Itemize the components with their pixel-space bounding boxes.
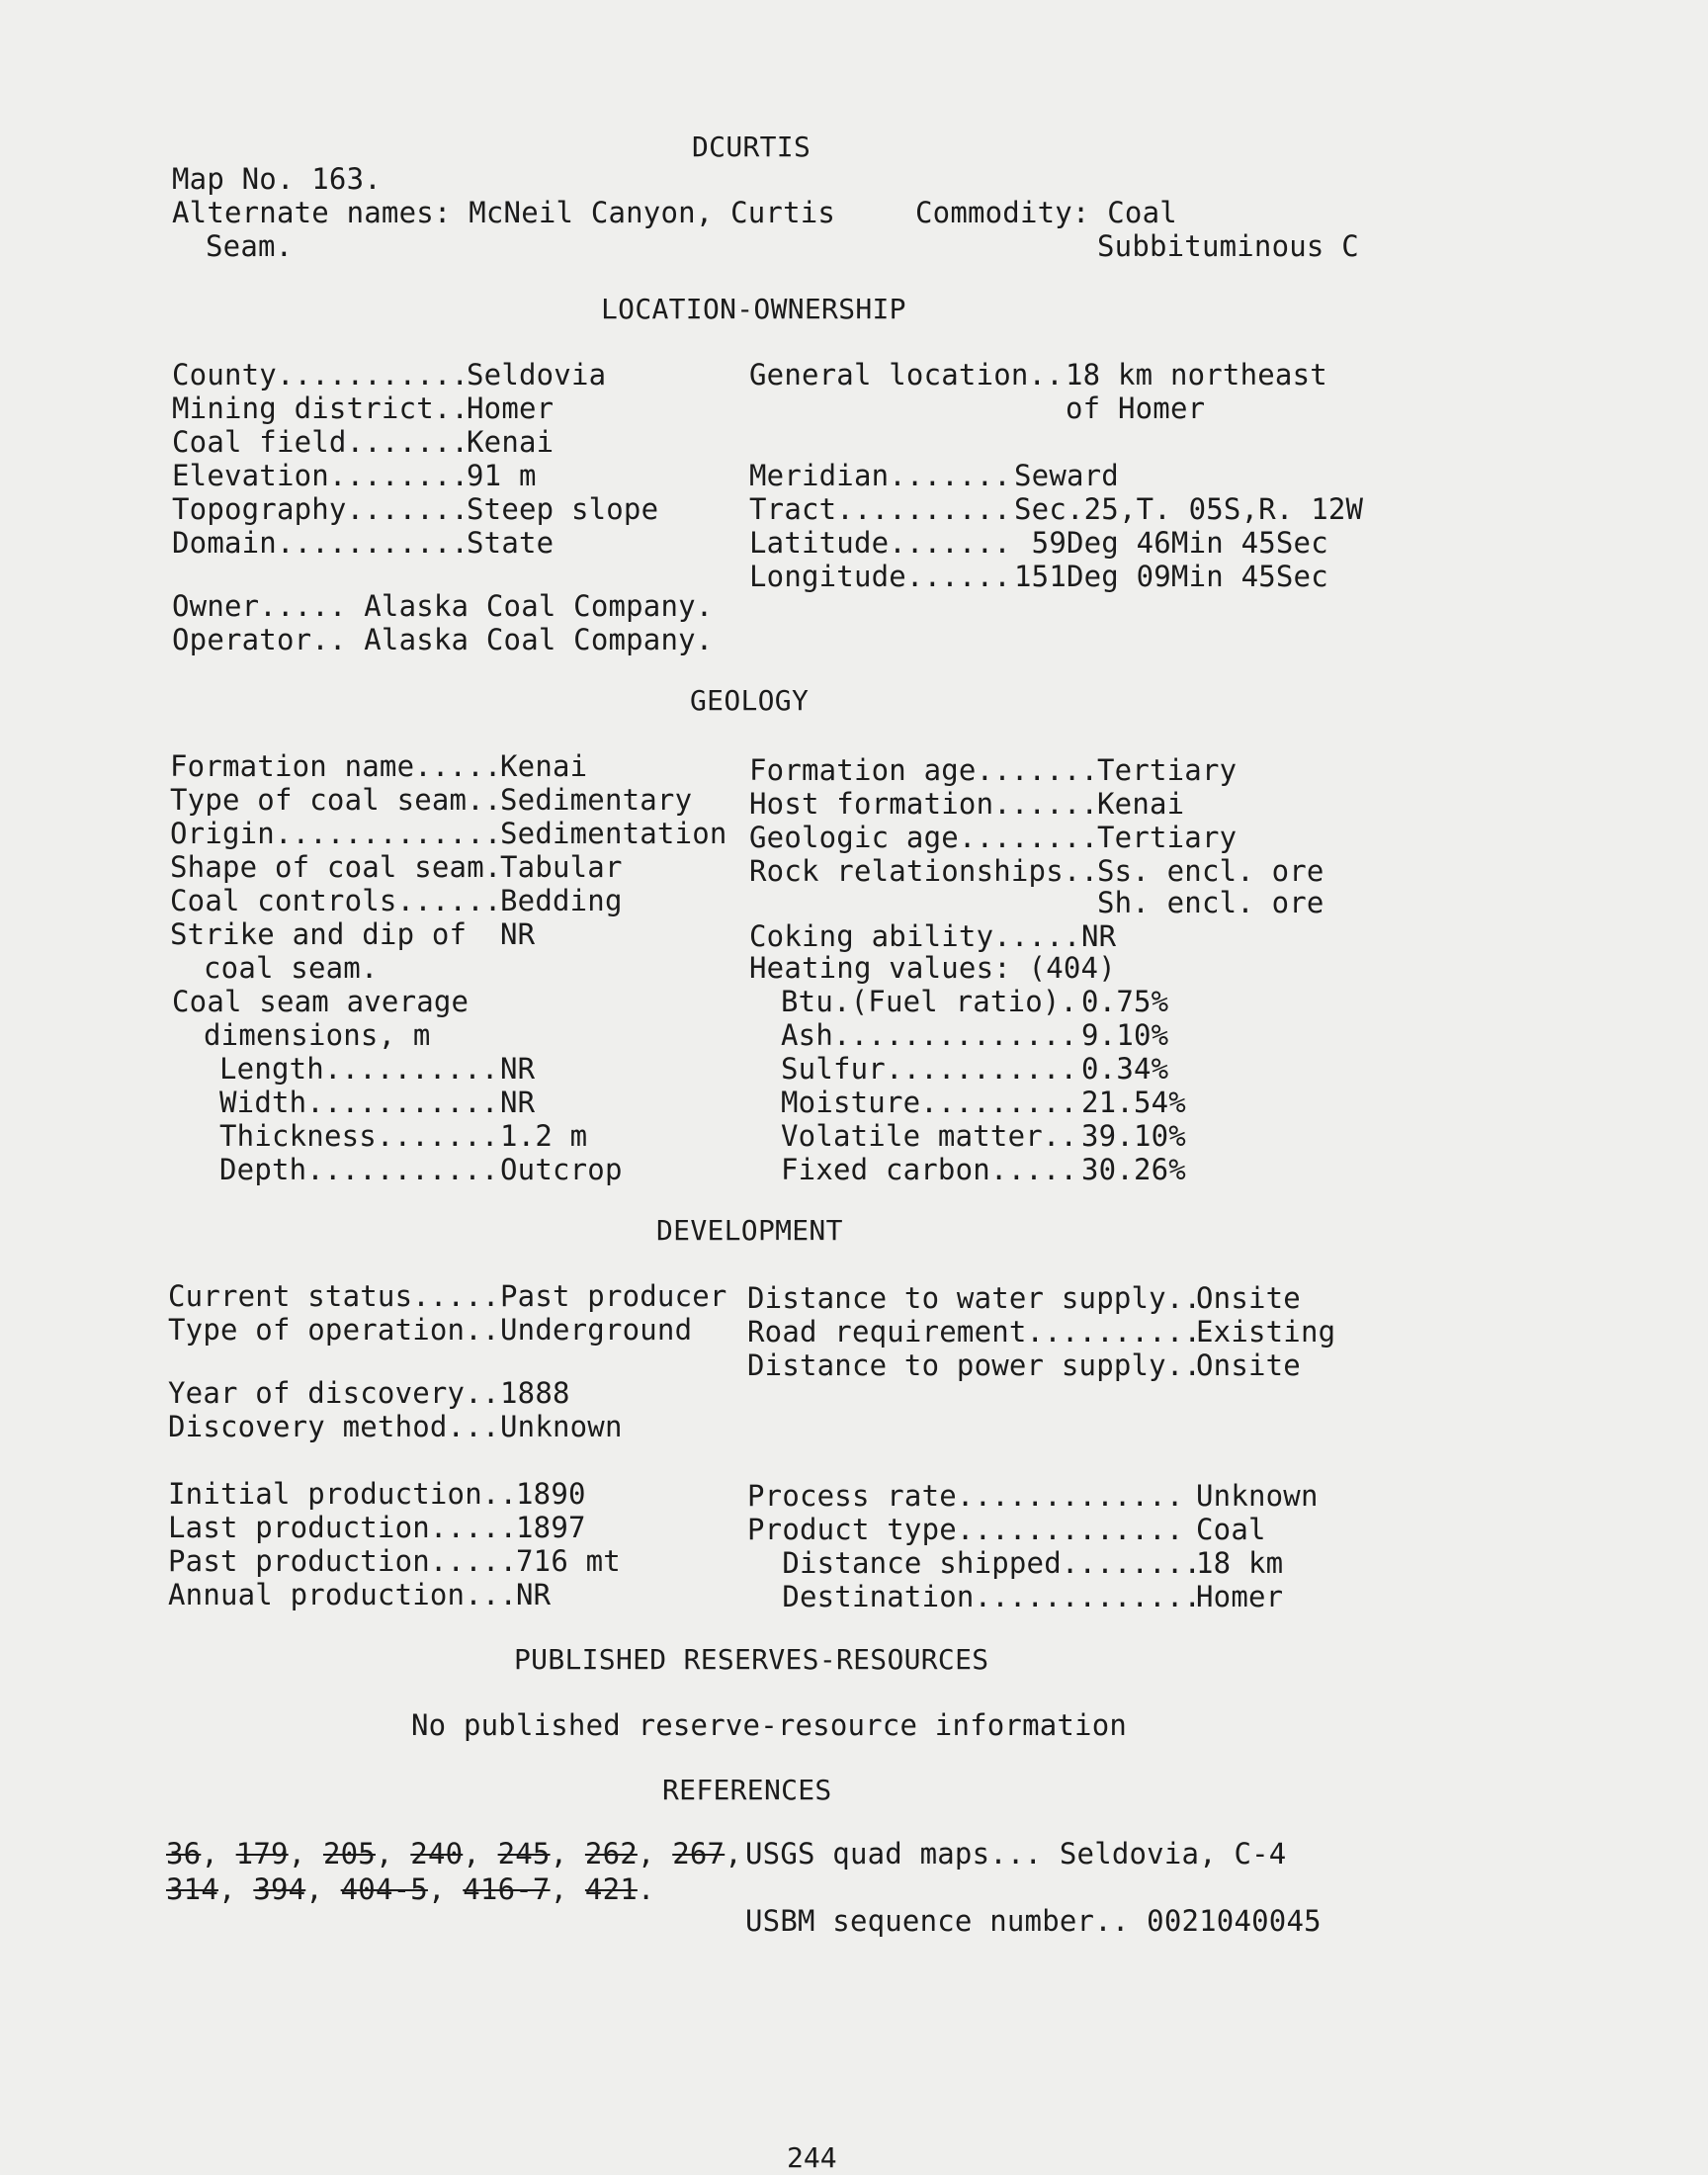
owner: Owner..... Alaska Coal Company.	[172, 589, 714, 623]
dimension-field-label: Depth...........	[219, 1153, 499, 1186]
process-field-value: Unknown	[1196, 1479, 1319, 1513]
development-field-label: Type of operation..	[168, 1313, 500, 1347]
production-field-label: Initial production..	[168, 1477, 518, 1511]
process-field-label: Distance shipped........	[747, 1546, 1202, 1580]
rock-relationships-cont: Sh. encl. ore	[1097, 886, 1324, 919]
heating-value-value: 21.54%	[1081, 1086, 1186, 1119]
dimension-field-value: NR	[500, 1052, 536, 1086]
alternate-names: Alternate names: McNeil Canyon, Curtis	[172, 196, 836, 229]
geology-field-label: Coal controls......	[170, 884, 502, 917]
geology-field-value: Sedimentation	[500, 817, 727, 850]
geology-field-label: Formation name.....	[170, 749, 502, 783]
production-field-value: 1890	[516, 1477, 586, 1511]
location-field-value: Steep slope	[467, 492, 659, 526]
section-heading-reserves: PUBLISHED RESERVES-RESOURCES	[514, 1643, 989, 1676]
reference-number: 36	[166, 1837, 202, 1870]
geology-field-value: NR	[500, 917, 536, 951]
development-field-label: Distance to water supply..	[747, 1281, 1202, 1315]
heating-value-value: 30.26%	[1081, 1153, 1186, 1186]
reference-list-line-1: 36, 179, 205, 240, 245, 262, 267,	[166, 1837, 742, 1870]
location-field-value: 91 m	[467, 459, 537, 492]
location-field-value: State	[467, 526, 555, 560]
geology-field-label: Origin.............	[170, 817, 502, 850]
operator: Operator.. Alaska Coal Company.	[172, 623, 714, 656]
production-field-label: Past production.....	[168, 1544, 518, 1578]
development-field-label: Discovery method...	[168, 1410, 500, 1443]
geology-field-label: Host formation......	[749, 787, 1099, 821]
geology-field-label: Type of coal seam..	[170, 783, 502, 817]
geology-field-label: Rock relationships..	[749, 854, 1099, 888]
geology-field-value: Bedding	[500, 884, 623, 917]
seam-dimensions-label-cont: dimensions, m	[204, 1018, 431, 1052]
geology-field-value: Ss. encl. ore	[1097, 854, 1324, 888]
process-field-value: 18 km	[1196, 1546, 1284, 1580]
commodity-type: Subbituminous C	[1097, 229, 1359, 263]
location-field-label: Domain...........	[172, 526, 470, 560]
location-field-label: Latitude.......	[749, 526, 1011, 560]
page-number: 244	[787, 2141, 837, 2174]
strike-dip-cont: coal seam.	[204, 951, 379, 985]
reference-number: 262	[584, 1837, 638, 1870]
usgs-quad-maps: USGS quad maps... Seldovia, C-4	[745, 1837, 1287, 1870]
geology-field-value: Kenai	[1097, 787, 1185, 821]
heating-value-value: 9.10%	[1081, 1018, 1169, 1052]
process-field-label: Process rate.............	[747, 1479, 1184, 1513]
heating-value-label: Volatile matter..	[781, 1119, 1078, 1153]
process-field-value: Coal	[1196, 1513, 1266, 1546]
reference-number: 205	[322, 1837, 376, 1870]
process-field-label: Product type.............	[747, 1513, 1184, 1546]
location-field-value: 151Deg 09Min 45Sec	[1014, 560, 1328, 593]
reference-number: 314	[166, 1872, 218, 1906]
heating-value-label: Moisture.........	[781, 1086, 1078, 1119]
location-field-value: Seldovia	[467, 358, 607, 392]
section-heading-development: DEVELOPMENT	[656, 1214, 843, 1247]
general-location-value-cont: of Homer	[1066, 392, 1206, 425]
reserves-text: No published reserve-resource information	[411, 1708, 1128, 1742]
location-field-value: Homer	[467, 392, 555, 425]
location-field-label: Elevation........	[172, 459, 470, 492]
reference-list-line-2: 314, 394, 404-5, 416-7, 421.	[166, 1872, 655, 1906]
development-field-label: Year of discovery..	[168, 1376, 500, 1410]
dimension-field-value: Outcrop	[500, 1153, 623, 1186]
development-field-label: Current status.....	[168, 1279, 500, 1313]
dimension-field-label: Thickness.......	[219, 1119, 499, 1153]
heating-value-value: 39.10%	[1081, 1119, 1186, 1153]
coking-ability-label: Coking ability.....	[749, 919, 1081, 953]
location-field-label: Coal field.......	[172, 425, 470, 459]
reference-number: 240	[410, 1837, 464, 1870]
reference-number: 421	[584, 1872, 638, 1906]
location-field-value: 59Deg 46Min 45Sec	[1014, 526, 1328, 560]
dimension-field-label: Width...........	[219, 1086, 499, 1119]
process-field-value: Homer	[1196, 1580, 1284, 1613]
reference-number: 416-7	[463, 1872, 551, 1906]
geology-field-label: Strike and dip of	[170, 917, 468, 951]
commodity: Commodity: Coal	[915, 196, 1177, 229]
production-field-value: 1897	[516, 1511, 586, 1544]
development-field-value: Onsite	[1196, 1281, 1301, 1315]
heating-value-value: 0.34%	[1081, 1052, 1169, 1086]
location-field-label: Longitude......	[749, 560, 1011, 593]
geology-field-value: Tertiary	[1097, 821, 1238, 854]
location-field-label: Topography.......	[172, 492, 470, 526]
map-number: Map No. 163.	[172, 162, 382, 196]
section-heading-geology: GEOLOGY	[690, 684, 810, 717]
development-field-value: Past producer	[500, 1279, 727, 1313]
general-location-label: General location..	[749, 358, 1064, 392]
development-field-label: Road requirement..........	[747, 1315, 1202, 1348]
reference-number: 267	[672, 1837, 726, 1870]
geology-field-value: Tertiary	[1097, 753, 1238, 787]
heating-value-label: Btu.(Fuel ratio).	[781, 985, 1078, 1018]
geology-field-label: Formation age.......	[749, 753, 1099, 787]
geology-field-label: Geologic age........	[749, 821, 1099, 854]
development-field-label: Distance to power supply..	[747, 1348, 1202, 1382]
reference-number: 179	[235, 1837, 289, 1870]
alternate-names-cont: Seam.	[206, 229, 294, 263]
geology-field-value: Tabular	[500, 850, 623, 884]
coking-ability-value: NR	[1081, 919, 1117, 953]
development-field-value: Unknown	[500, 1410, 623, 1443]
geology-field-value: Sedimentary	[500, 783, 693, 817]
geology-field-label: Shape of coal seam.	[170, 850, 502, 884]
record-title: DCURTIS	[692, 130, 811, 163]
dimension-field-value: NR	[500, 1086, 536, 1119]
reference-number: 245	[497, 1837, 551, 1870]
location-field-label: Mining district..	[172, 392, 470, 425]
development-field-value: Onsite	[1196, 1348, 1301, 1382]
seam-dimensions-label: Coal seam average	[172, 985, 470, 1018]
dimension-field-label: Length..........	[219, 1052, 499, 1086]
process-field-label: Destination.............	[747, 1580, 1202, 1613]
reference-number: 394	[253, 1872, 306, 1906]
reference-number: 404-5	[340, 1872, 428, 1906]
development-field-value: Existing	[1196, 1315, 1336, 1348]
development-field-value: Underground	[500, 1313, 693, 1347]
location-field-label: County...........	[172, 358, 470, 392]
geology-field-value: Kenai	[500, 749, 588, 783]
production-field-label: Last production.....	[168, 1511, 518, 1544]
usbm-sequence-number: USBM sequence number.. 0021040045	[745, 1904, 1322, 1938]
development-field-value: 1888	[500, 1376, 570, 1410]
section-heading-references: REFERENCES	[662, 1774, 832, 1806]
section-heading-location: LOCATION-OWNERSHIP	[601, 293, 906, 325]
heating-value-label: Ash..............	[781, 1018, 1078, 1052]
heating-value-value: 0.75%	[1081, 985, 1169, 1018]
production-field-value: NR	[516, 1578, 552, 1611]
production-field-value: 716 mt	[516, 1544, 621, 1578]
location-field-value: Kenai	[467, 425, 555, 459]
location-field-label: Meridian.......	[749, 459, 1011, 492]
general-location-value: 18 km northeast	[1066, 358, 1327, 392]
heating-value-label: Sulfur...........	[781, 1052, 1078, 1086]
location-field-value: Seward	[1014, 459, 1119, 492]
heating-value-label: Fixed carbon.....	[781, 1153, 1078, 1186]
production-field-label: Annual production...	[168, 1578, 518, 1611]
dimension-field-value: 1.2 m	[500, 1119, 588, 1153]
location-field-value: Sec.25,T. 05S,R. 12W	[1014, 492, 1364, 526]
heating-values-label: Heating values: (404)	[749, 951, 1116, 985]
location-field-label: Tract..........	[749, 492, 1011, 526]
